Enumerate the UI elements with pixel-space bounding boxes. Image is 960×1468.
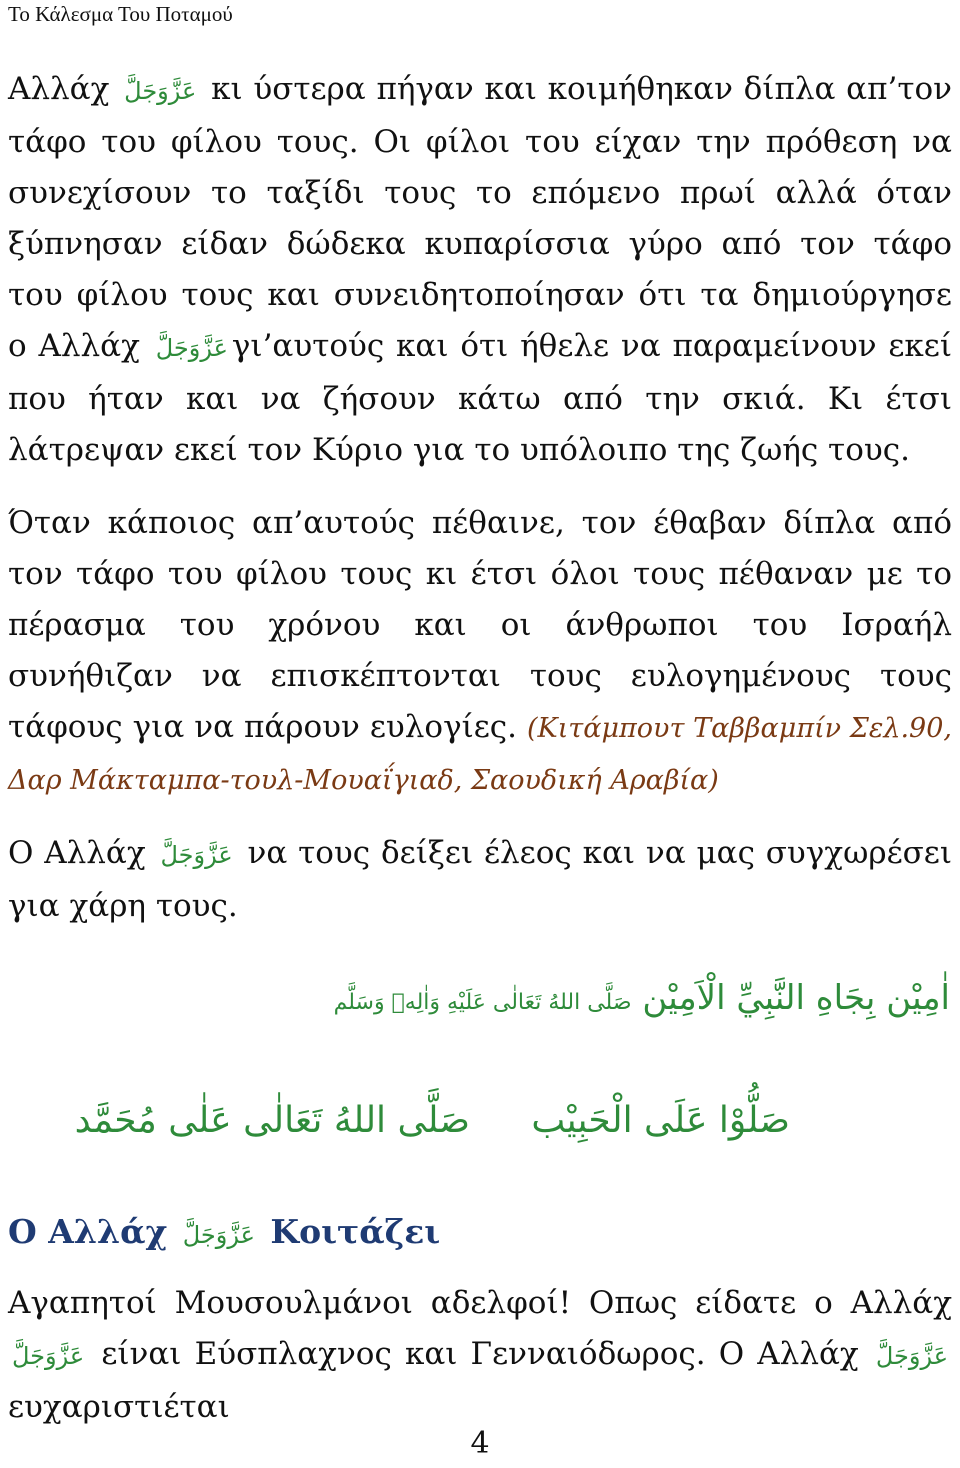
heading-after-honor: Κοιτάζει	[270, 1212, 441, 1251]
running-header: Το Κάλεσμα Του Ποταμού	[8, 2, 233, 26]
ameen-salutation: صَلَّى اللهُ تَعَالٰى عَلَيْهِ وَاٰلِهٖ وَسَلَّم	[333, 990, 632, 1015]
honorific-1: عَزَّوَجَلَّ	[124, 77, 197, 105]
paragraph-1	[8, 64, 952, 476]
section-heading	[8, 1212, 440, 1251]
section-para-part2: είναι Εύσπλαχνος και Γενναιόδωρος. Ο Αλλάχ	[101, 1336, 859, 1372]
paragraph-2	[8, 498, 952, 806]
section-paragraph	[8, 1278, 952, 1433]
body-text	[8, 64, 952, 932]
citation: (Κιτάμπουτ Ταββαμπίν Σελ.90, Δαρ Μάκταμπα-τουλ-Μουαΐγιαδ, Σαουδική Αραβία)	[8, 713, 952, 796]
para1-line-rest: κι ύστερα πήγαν και κοιμήθηκαν δίπλα απ’τον τάφο του φίλου τους. Οι φίλοι του είχαν την πρόθεση να συνεχίσουν το ταξίδι τους το επόμενο πρωί αλλά όταν ξύπνησαν είδαν δώδεκα κυπαρίσσια γύρο από τον τάφο του φίλου τους και συνειδητοποίησαν ότι τα δημιούργησε ο Αλλάχ	[8, 71, 953, 364]
salawat-call: صَلُّوْا عَلَى الْحَبِيْب	[531, 1100, 790, 1141]
ameen-invocation	[334, 978, 950, 1018]
honorific-4: عَزَّوَجَلَّ	[12, 1342, 85, 1370]
honorific-2: عَزَّوَجَلَّ	[155, 334, 228, 362]
honorific-3: عَزَّوَجَلَّ	[160, 841, 233, 869]
para1-after-honor: γι’αυτούς και ότι ήθελε να παραμείνουν εκεί που ήταν και να ζήσουν κάτω από την σκιά. Κι έτσι λάτρεψαν εκεί τον Κύριο για το υπόλοιπο της ζωής τους.	[8, 328, 953, 468]
para3-before-honor: Ο Αλλάχ	[8, 835, 146, 871]
para1-before-honor: Αλλάχ	[8, 71, 110, 107]
ameen-main: اٰمِيْن بِجَاهِ النَّبِيِّ الْاَمِيْن	[642, 978, 950, 1018]
para2-text: Όταν κάποιος απ’αυτούς πέθαινε, τον έθαβαν δίπλα από τον τάφο του φίλου τους κι έτσι όλοι τους πέθαναν με το πέρασμα του χρόνου και οι άνθρωποι του Ισραήλ συνήθιζαν να επισκέπτονται τους ευλογημένους τους τάφους για να πάρουν ευλογίες.	[8, 505, 952, 745]
para3-after-honor: να τους δείξει έλεος και να μας συγχωρέσει για χάρη τους.	[8, 835, 953, 924]
paragraph-3	[8, 828, 952, 932]
heading-before-honor: Ο Αλλάχ	[8, 1212, 168, 1251]
section-para-part1: Αγαπητοί Μουσουλμάνοι αδελφοί! Οπως είδατε ο Αλλάχ	[8, 1285, 952, 1321]
salawat-response: صَلَّى اللهُ تَعَالٰى عَلٰى مُحَمَّد	[74, 1100, 470, 1141]
page-number: 4	[470, 1426, 490, 1461]
honorific-heading: عَزَّوَجَلَّ	[182, 1221, 255, 1249]
section-para-part3: ευχαριστιέται	[8, 1389, 230, 1425]
honorific-5: عَزَّوَجَلَّ	[875, 1342, 949, 1370]
